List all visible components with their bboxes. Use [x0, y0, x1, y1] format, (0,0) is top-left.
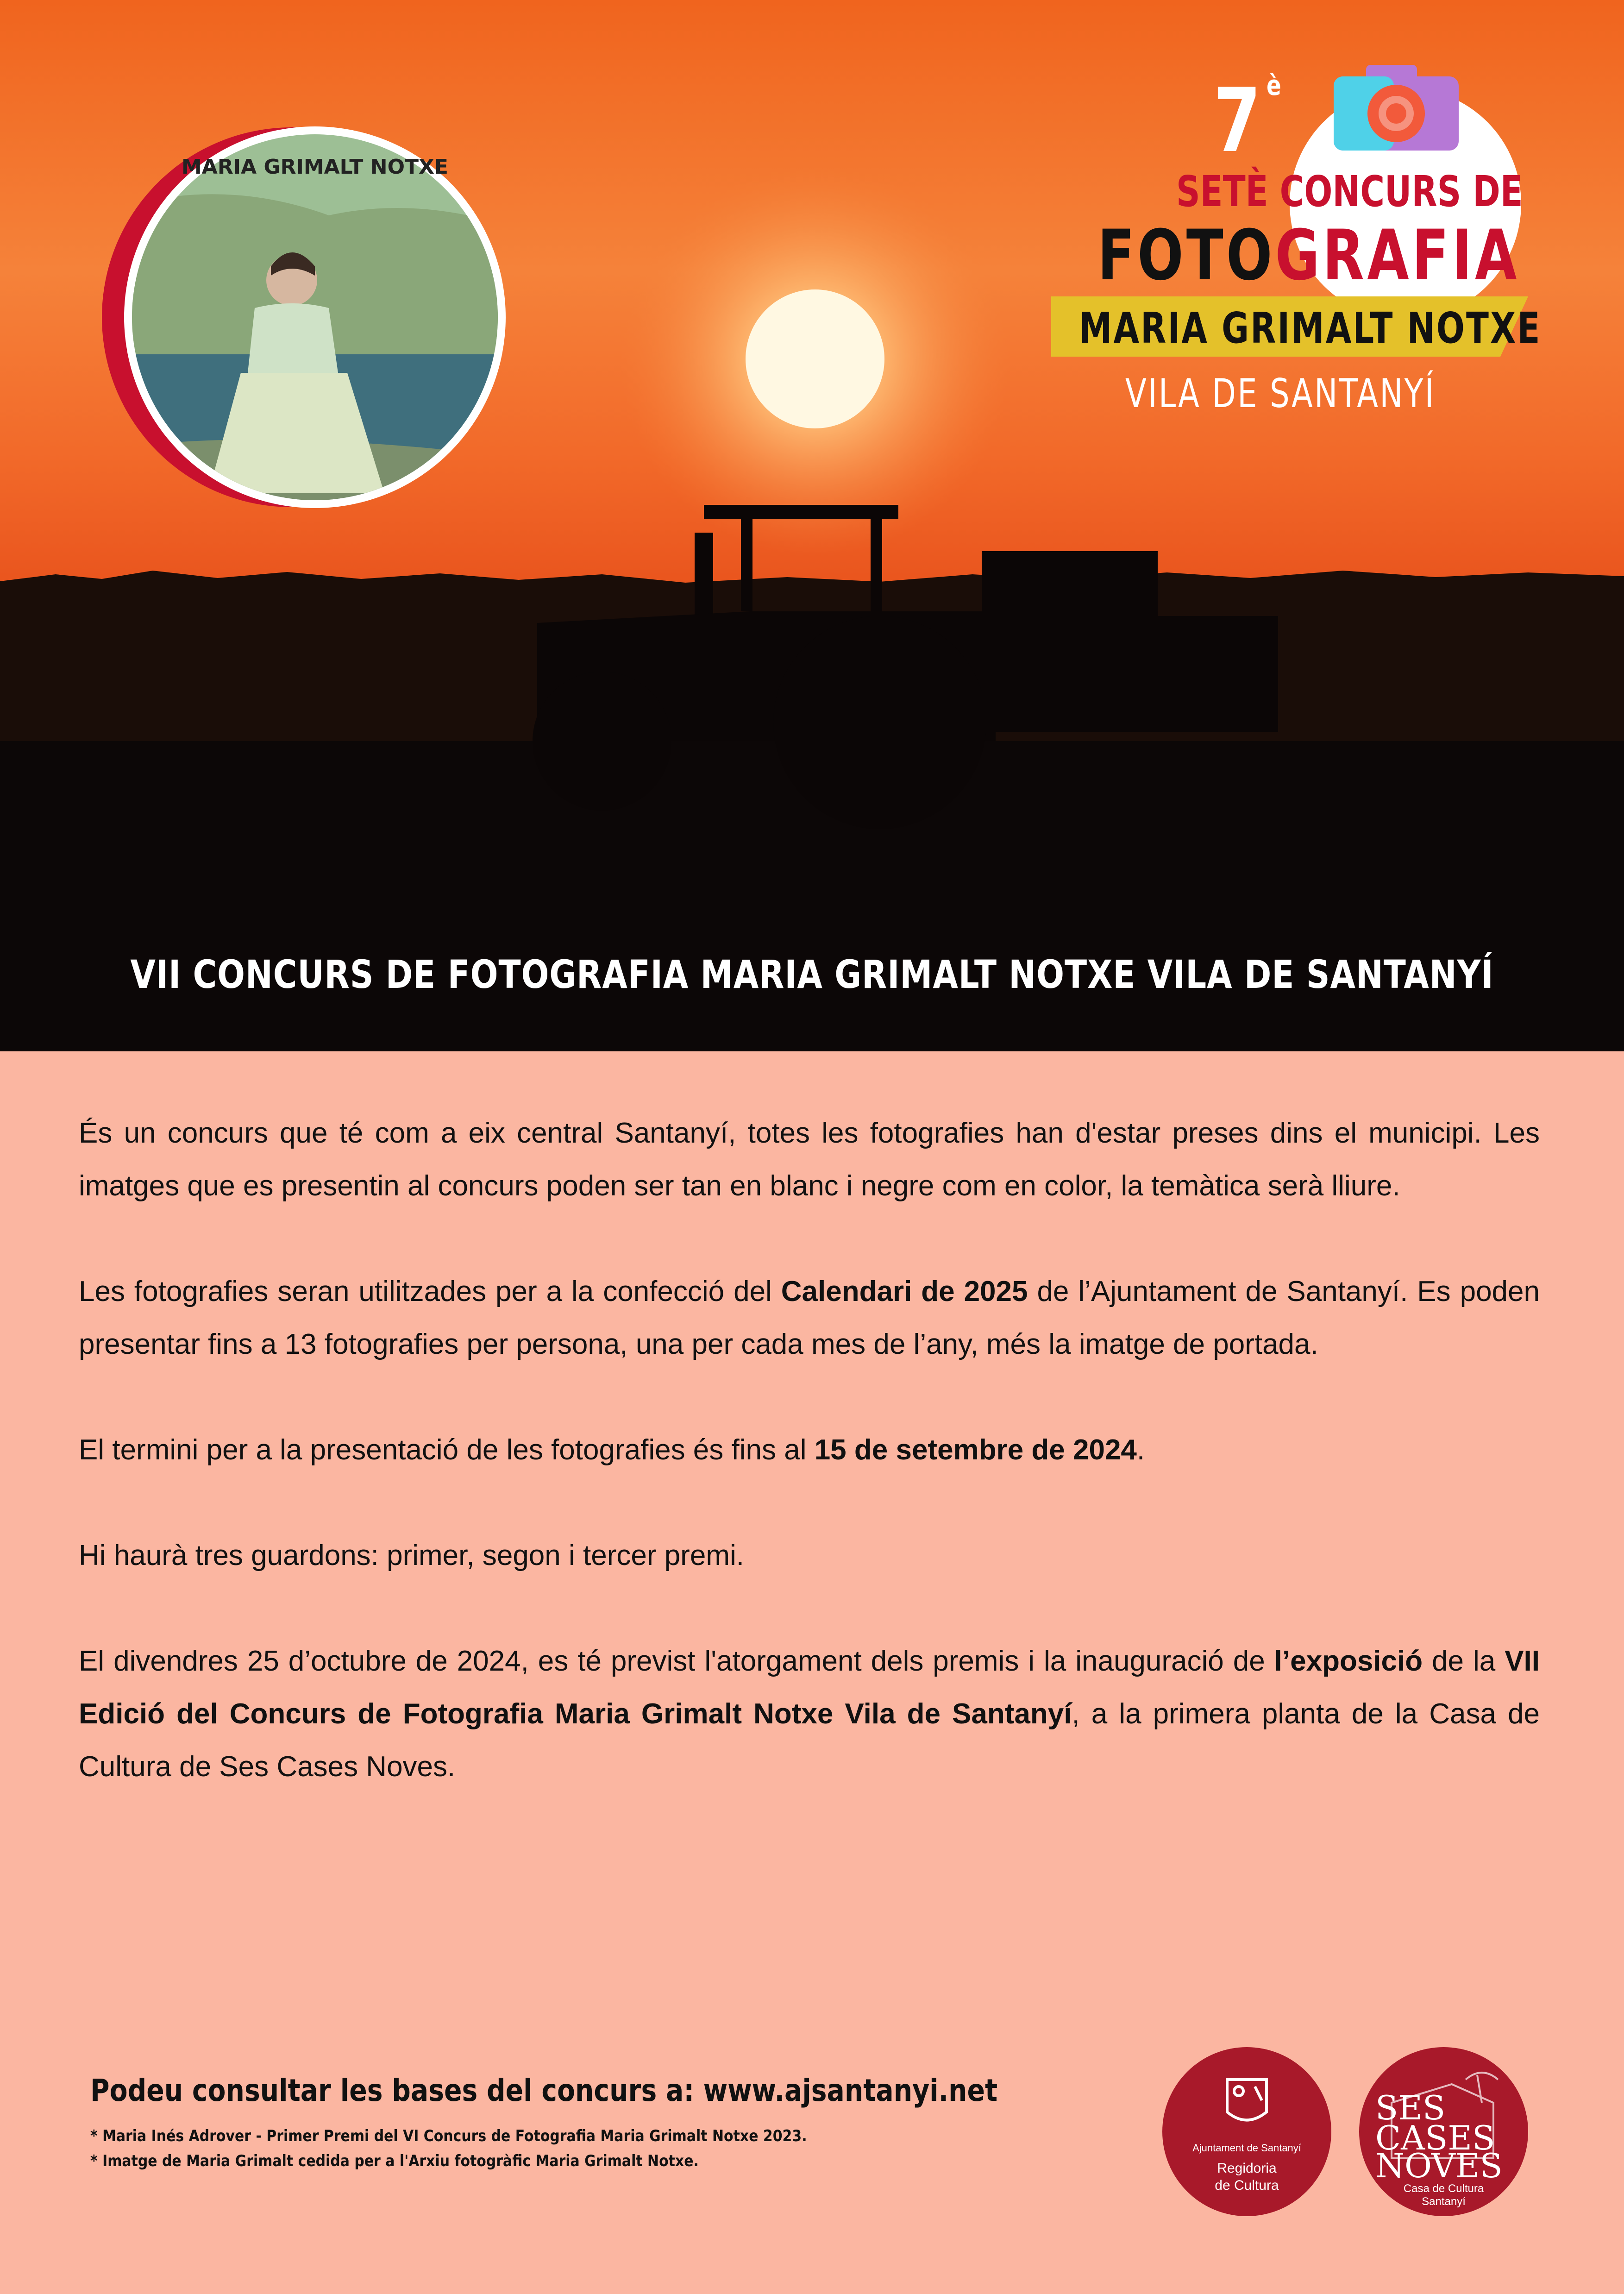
logo-grafia: GRAFIA	[1275, 215, 1520, 296]
body-text	[79, 1107, 1540, 1846]
ses-sub-2: Santanyí	[1422, 2195, 1466, 2208]
deadline-highlight: 15 de setembre de 2024	[814, 1434, 1137, 1466]
edition-highlight: VII Edició del Concurs de Fotografia Maria Grimalt Notxe Vila de Santanyí	[79, 1645, 1540, 1730]
paragraph-4: Hi haurà tres guardons: primer, segon i tercer premi.	[79, 1540, 744, 1571]
ses-sub-1: Casa de Cultura	[1403, 2182, 1484, 2195]
ajuntament-dept-2: de Cultura	[1215, 2178, 1279, 2193]
ses-line-3: NOVES	[1375, 2146, 1503, 2185]
paragraph-2: Les fotografies seran utilitzades per a la confecció del Calendari de 2025 de l’Ajuntament de Santanyí. Es poden presentar fins a 13 fotografies per persona, una per cada mes de l’any, més la imatge de portada.	[79, 1276, 1540, 1360]
paragraph-1: És un concurs que té com a eix central Santanyí, totes les fotografies han d'estar preses dins el municipi. Les imatges que es presentin al concurs poden ser tan en blanc i negre com en color, la temàtica serà lliure.	[79, 1117, 1540, 1202]
logo-banner-text: MARIA GRIMALT NOTXE	[1079, 303, 1542, 353]
logo-vila: VILA DE SANTANYÍ	[1125, 371, 1436, 417]
website-line: Podeu consultar les bases del concurs a: www.ajsantanyi.net	[90, 2073, 998, 2108]
exhibition-highlight: l’exposició	[1274, 1645, 1423, 1677]
logo-number: 7	[1213, 69, 1261, 172]
footer	[90, 2073, 1132, 2170]
logo-superscript: è	[1267, 69, 1281, 102]
logo-foto: FOTO	[1097, 215, 1275, 296]
sun	[746, 289, 884, 428]
paragraph-3: El termini per a la presentació de les fotografies és fins al 15 de setembre de 2024.	[79, 1434, 1145, 1466]
portrait-medallion	[88, 113, 519, 516]
logo-line2	[1097, 215, 1520, 296]
ses-line-1: SES	[1375, 2088, 1446, 2127]
calendar-highlight: Calendari de 2025	[781, 1276, 1028, 1307]
ajuntament-name: Ajuntament de Santanyí	[1192, 2142, 1301, 2154]
ajuntament-dept-1: Regidoria	[1217, 2161, 1277, 2176]
camera-icon	[1334, 65, 1459, 151]
portrait-caption: MARIA GRIMALT NOTXE	[182, 155, 448, 179]
ses-line-2: CASES	[1375, 2118, 1495, 2157]
hero-photo	[0, 0, 1624, 1051]
footnote-2: * Imatge de Maria Grimalt cedida per a l'Arxiu fotogràfic Maria Grimalt Notxe.	[90, 2152, 699, 2170]
footnote-1: * Maria Inés Adrover - Primer Premi del VI Concurs de Fotografia Maria Grimalt Notxe 2023.	[90, 2127, 807, 2145]
logo-sete: SETÈ	[1176, 167, 1268, 216]
coat-of-arms-icon	[1227, 2080, 1267, 2120]
ses-cases-noves-seal	[1359, 2047, 1528, 2216]
ajuntament-seal	[1162, 2047, 1331, 2216]
logo-concurs-de: CONCURS DE	[1279, 167, 1523, 216]
contest-logo	[1010, 56, 1565, 449]
logo-line1	[1176, 167, 1523, 216]
hero-title: VII CONCURS DE FOTOGRAFIA MARIA GRIMALT NOTXE VILA DE SANTANYÍ	[130, 952, 1494, 997]
paragraph-5: El divendres 25 d’octubre de 2024, es té previst l'atorgament dels premis i la inauguració de l’exposició de la VII Edició del Concurs de Fotografia Maria Grimalt Notxe Vila de Santanyí, a la primera planta de la Casa de Cultura de Ses Cases Noves.	[79, 1645, 1540, 1783]
